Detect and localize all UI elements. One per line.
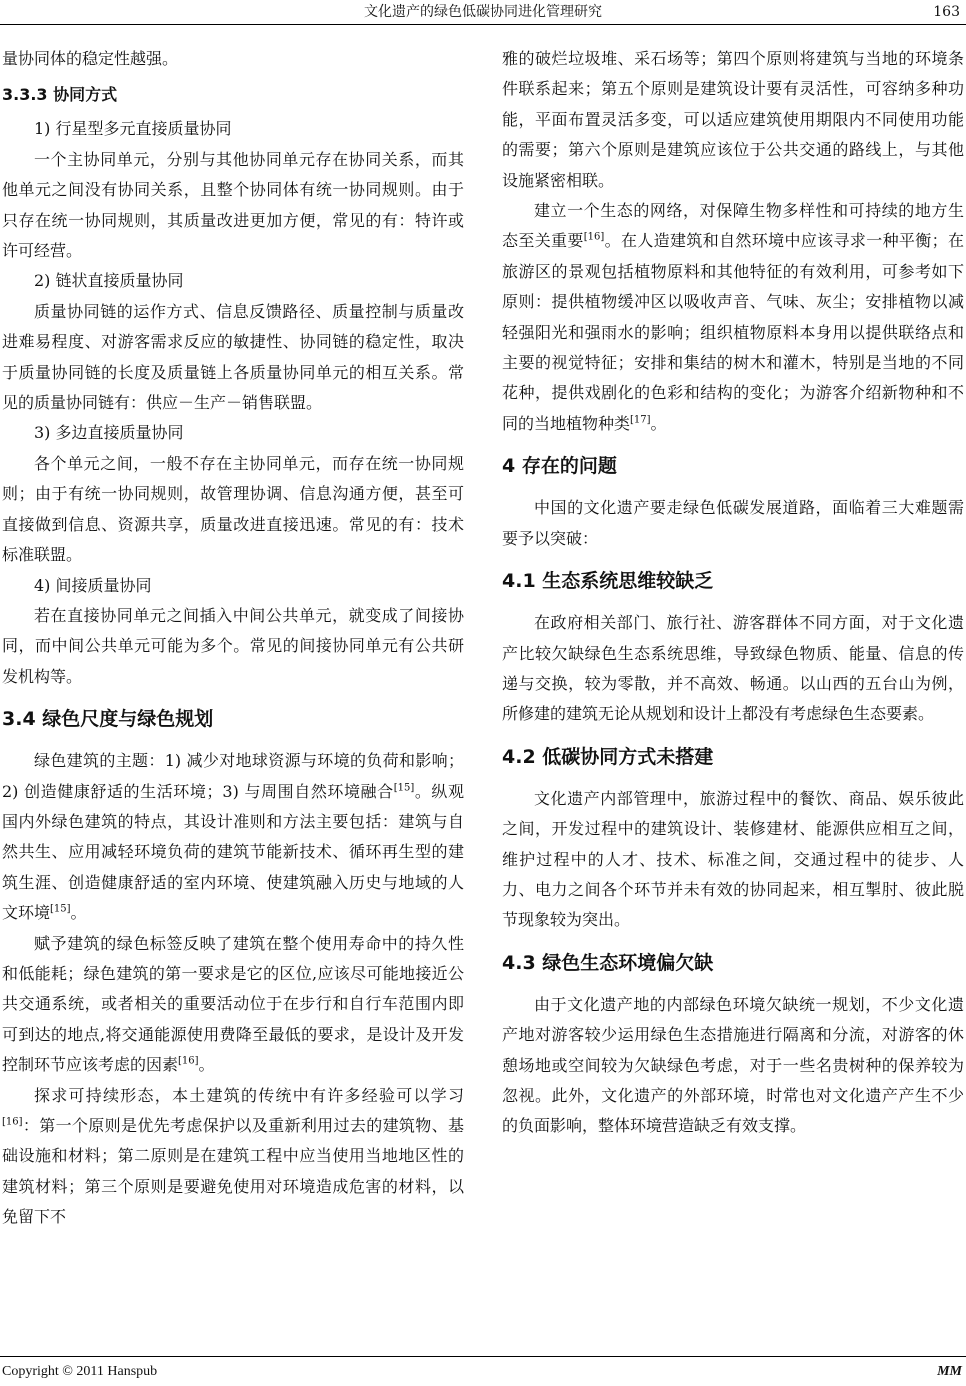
citation: [16] [2,1116,23,1128]
paragraph: 量协同体的稳定性越强。 [2,49,179,68]
citation: [17] [630,414,651,426]
citation: [16] [583,232,605,244]
left-column [2,44,464,1233]
citation: [16] [178,1055,199,1067]
text-run: 。在人造建筑和自然环境中应该寻求一种平衡；在旅游区的景观包括植物原料和其他特征的有效利用，可参考如下原则：提供植物缓冲区以吸收声音、气味、灰尘；安排植物以减轻强阳光和强雨水的影响；组织植物原料本身用以提供联络点和主要的视觉特征；安排和集结的树木和灌木，特别是当地的不同花种，提供戏剧化的色彩和结构的变化；为游客介绍新物种和不同的当地植物种类 [502,231,964,433]
paragraph [2,746,464,928]
paragraph: 质量协同链的运作方式、信息反馈路径、质量控制与质量改进难易程度、对游客需求反应的敏捷性、协同链的稳定性，取决于质量协同链的长度及质量链上各质量协同单元的相互关系。常见的质量协同链有：供应－生产－销售联盟。 [2,301,464,413]
paragraph: 由于文化遗产地的内部绿色环境欠缺统一规划，不少文化遗产地对游客较少运用绿色生态措施进行隔离和分流，对游客的休憩场地或空间较为欠缺绿色考虑，对于一些名贵树种的保养较为忽视。此外，文化遗产的外部环境，时常也对文化遗产产生不少的负面影响，整体环境营造缺乏有效支撑。 [502,994,964,1136]
copyright: Copyright © 2011 Hanspub [2,1364,158,1379]
section-heading-4-2: 4.2 低碳协同方式未搭建 [502,745,714,768]
subheading: 1) 行星型多元直接质量协同 [34,119,232,139]
section-heading-4-1: 4.1 生态系统思维较缺乏 [502,570,714,593]
page-footer [0,1356,966,1386]
paragraph: 在政府相关部门、旅行社、游客群体不同方面，对于文化遗产比较欠缺绿色生态系统思维，导致绿色物质、能量、信息的传递与交换，较为零散，并不高效、畅通。以山西的五台山为例，所修建的建筑无论从规划和设计上都没有考虑绿色生态要素。 [502,613,964,724]
paragraph: 雅的破烂垃圾堆、采石场等；第四个原则将建筑与当地的环境条件联系起来；第五个原则是建筑设计要有灵活性，可容纳多种功能，平面布置灵活多变，可以适应建筑使用期限内不同使用功能的需要；第六个原则是建筑应该位于公共交通的路线上，与其他设施紧密相联。 [502,49,964,190]
paragraph [2,929,464,1081]
page-number: 163 [933,4,960,20]
text-run: 。 [650,413,667,433]
right-column [502,44,964,1142]
text-run: 建立一个生态的网络，对保障生物多样性和可持续的地方生态至关重要 [502,201,964,251]
section-heading-3-3-3: 3.3.3 协同方式 [2,85,118,105]
paragraph [502,196,964,439]
text-run: 赋予建筑的绿色标签反映了建筑在整个使用寿命中的持久性和低能耗；绿色建筑的第一要求是它的区位,应该尽可能地接近公共交通系统，或者相关的重要活动位于在步行和自行车范围内即可到达的地点,将交通能源使用费降至最低的要求，是设计及开发控制环节应该考虑的因素 [2,933,464,1075]
header-rule [0,24,966,25]
paragraph: 若在直接协同单元之间插入中间公共单元，就变成了间接协同，而中间公共单元可能为多个。常见的间接协同单元有公共研发机构等。 [2,605,464,686]
footer-rule [0,1356,966,1357]
running-title: 文化遗产的绿色低碳协同进化管理研究 [364,4,602,20]
paragraph: 各个单元之间，一般不存在主协同单元，而存在统一协同规则；由于有统一协同规则，故管理协调、信息沟通方便，甚至可直接做到信息、资源共享，质量改进直接迅速。常见的有：技术标准联盟。 [2,453,464,565]
text-run: 探求可持续形态，本土建筑的传统中有许多经验可以学习 [34,1085,464,1105]
citation: [15] [393,782,415,794]
paragraph [2,1081,464,1233]
paragraph: 文化遗产内部管理中，旅游过程中的餐饮、商品、娱乐彼此之间，开发过程中的建筑设计、装修建材、能源供应相互之间，维护过程中的人才、技术、标准之间，交通过程中的徒步、人力、电力之间各个环节并未有效的协同起来，相互掣肘、彼此脱节现象较为突出。 [502,788,964,930]
journal-abbrev: MM [937,1364,962,1379]
subheading: 3) 多边直接质量协同 [34,423,184,443]
section-heading-4: 4 存在的问题 [502,455,617,478]
text-run: ：第一个原则是优先考虑保护以及重新利用过去的建筑物、基础设施和材料；第二原则是在建筑工程中应当使用当地地区性的建筑材料；第三个原则是要避免使用对环境造成危害的材料，以免留下不 [2,1116,464,1227]
section-heading-4-3: 4.3 绿色生态环境偏欠缺 [502,951,714,974]
text-run: 。 [198,1055,215,1075]
subheading: 4) 间接质量协同 [34,575,152,595]
section-heading-3-4: 3.4 绿色尺度与绿色规划 [2,708,214,731]
text-run: 绿色建筑的主题：1) 减少对地球资源与环境的负荷和影响；2) 创造健康舒适的生活环境；3) 与周围自然环境融合 [2,751,464,801]
text-run: 。纵观国内外绿色建筑的特点，其设计准则和方法主要包括：建筑与自然共生、应用减轻环境负荷的建筑节能新技术、循环再生型的建筑生涯、创造健康舒适的室内环境、使建筑融入历史与地域的人文环境 [2,781,464,923]
citation: [15] [50,903,71,915]
text-run: 。 [70,903,87,923]
page-header [0,0,966,26]
paragraph: 中国的文化遗产要走绿色低碳发展道路，面临着三大难题需要予以突破： [502,498,964,548]
paragraph: 一个主协同单元，分别与其他协同单元存在协同关系，而其他单元之间没有协同关系，且整个协同体有统一协同规则。由于只存在统一协同规则，其质量改进更加方便，常见的有：特许或许可经营。 [2,149,464,261]
subheading: 2) 链状直接质量协同 [34,271,184,291]
